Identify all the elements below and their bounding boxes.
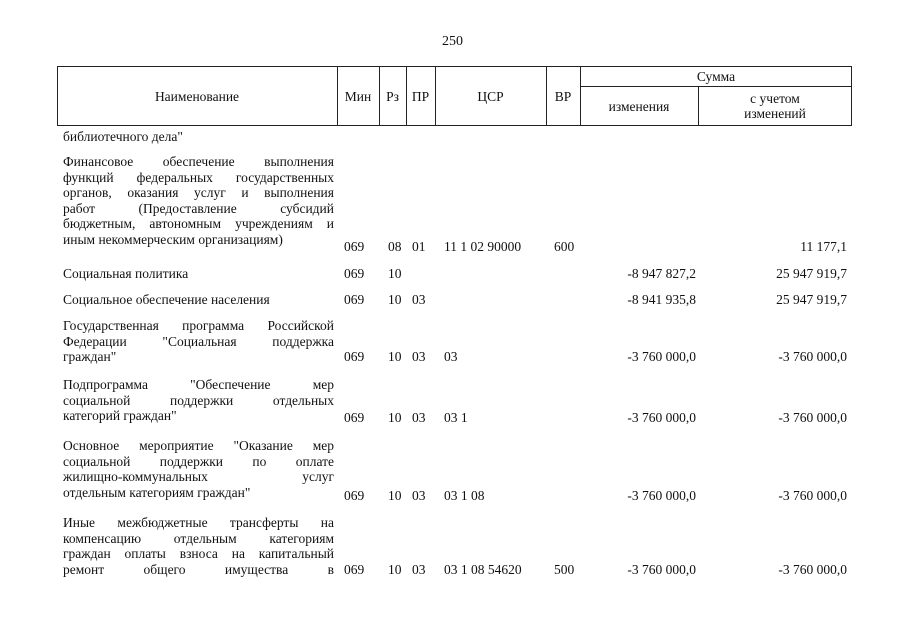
header-rz: Рз	[386, 88, 399, 104]
row-rz: 10	[388, 488, 402, 503]
page-number: 250	[442, 34, 463, 49]
row-rz: 10	[388, 562, 402, 577]
header-name: Наименование	[154, 88, 240, 104]
row-pr: 03	[412, 562, 426, 577]
row-csr: 03 1 08	[444, 488, 485, 503]
row-name-line: категорий граждан"	[63, 408, 177, 423]
row-name-line: органов, оказания услуг и выполнения	[63, 185, 334, 200]
row-change: -8 947 827,2	[627, 266, 696, 281]
row-name-line: Финансовое обеспечение выполнения	[63, 154, 334, 169]
row-name-line: Федерации "Социальная поддержка	[63, 333, 334, 349]
header-csr: ЦСР	[477, 88, 504, 104]
row-name-line: библиотечного дела"	[63, 129, 183, 144]
row-name-line: граждан оплаты взноса на капитальный	[63, 546, 334, 561]
row-name-line: функций федеральных государственных	[63, 169, 334, 185]
row-name-line: Основное мероприятие "Оказание мер	[63, 438, 334, 453]
row-rz: 10	[388, 266, 402, 281]
row-name-line: социальной поддержки отдельных	[63, 392, 334, 408]
row-pr: 03	[412, 410, 426, 425]
row-change: -3 760 000,0	[627, 349, 696, 364]
row-vr: 600	[554, 239, 575, 254]
row-pr: 03	[412, 292, 426, 307]
row-change: -3 760 000,0	[627, 488, 696, 503]
row-name	[63, 154, 334, 247]
row-name-line: работ (Предоставление субсидий	[63, 200, 334, 216]
row-name-line: иным некоммерческим организациям)	[63, 231, 283, 247]
row-total: 11 177,1	[800, 239, 847, 254]
row-total: -3 760 000,0	[778, 562, 847, 577]
row-name-line: Иные межбюджетные трансферты на	[63, 515, 334, 530]
row-min: 069	[344, 292, 365, 307]
header-with-change-line1: с учетом	[750, 91, 800, 106]
row-rz: 10	[388, 410, 402, 425]
row-min: 069	[344, 239, 365, 254]
row-name-line: жилищно-коммунальных услуг	[63, 469, 334, 484]
row-name-line: ремонт общего имущества в	[63, 561, 334, 577]
row-total: -3 760 000,0	[778, 349, 847, 364]
row-name	[63, 377, 334, 424]
row-total: -3 760 000,0	[778, 410, 847, 425]
row-name-line: компенсацию отдельным категориям	[63, 530, 334, 546]
row-csr: 11 1 02 90000	[444, 239, 522, 254]
row-name-line: Государственная программа Российской	[63, 318, 334, 333]
header-min: Мин	[344, 88, 372, 104]
row-name	[63, 292, 334, 308]
header-pr: ПР	[411, 88, 430, 104]
row-min: 069	[344, 349, 365, 364]
row-csr: 03	[444, 349, 458, 364]
row-rz: 10	[388, 349, 402, 364]
row-min: 069	[344, 266, 365, 281]
row-min: 069	[344, 488, 365, 503]
row-total: 25 947 919,7	[776, 292, 847, 307]
row-name-line: граждан"	[63, 349, 117, 364]
row-name	[63, 129, 334, 145]
row-name	[63, 266, 334, 282]
header-sum: Сумма	[696, 68, 736, 84]
row-change: -8 941 935,8	[627, 292, 696, 307]
row-change: -3 760 000,0	[627, 562, 696, 577]
row-total: 25 947 919,7	[776, 266, 847, 281]
row-vr: 500	[554, 562, 575, 577]
row-rz: 10	[388, 292, 402, 307]
row-name	[63, 438, 334, 500]
row-pr: 03	[412, 349, 426, 364]
row-change: -3 760 000,0	[627, 410, 696, 425]
row-name-line: социальной поддержки по оплате	[63, 453, 334, 469]
row-csr: 03 1	[444, 410, 468, 425]
header-change: изменения	[608, 98, 670, 114]
header-with-change	[698, 86, 852, 126]
row-csr: 03 1 08 54620	[444, 562, 522, 577]
row-min: 069	[344, 410, 365, 425]
row-rz: 08	[388, 239, 402, 254]
row-total: -3 760 000,0	[778, 488, 847, 503]
row-name	[63, 515, 334, 577]
row-name-line: Социальная политика	[63, 266, 189, 281]
header-with-change-line2: изменений	[744, 106, 806, 121]
row-name-line: Социальное обеспечение населения	[63, 292, 270, 307]
header-vr: ВР	[554, 88, 572, 104]
row-min: 069	[344, 562, 365, 577]
table-header	[57, 66, 852, 126]
row-name-line: Подпрограмма "Обеспечение мер	[63, 377, 334, 392]
row-name	[63, 318, 334, 365]
row-pr: 01	[412, 239, 426, 254]
row-name-line: бюджетным, автономным учреждениям и	[63, 216, 334, 231]
row-pr: 03	[412, 488, 426, 503]
row-name-line: отдельным категориям граждан"	[63, 484, 251, 500]
